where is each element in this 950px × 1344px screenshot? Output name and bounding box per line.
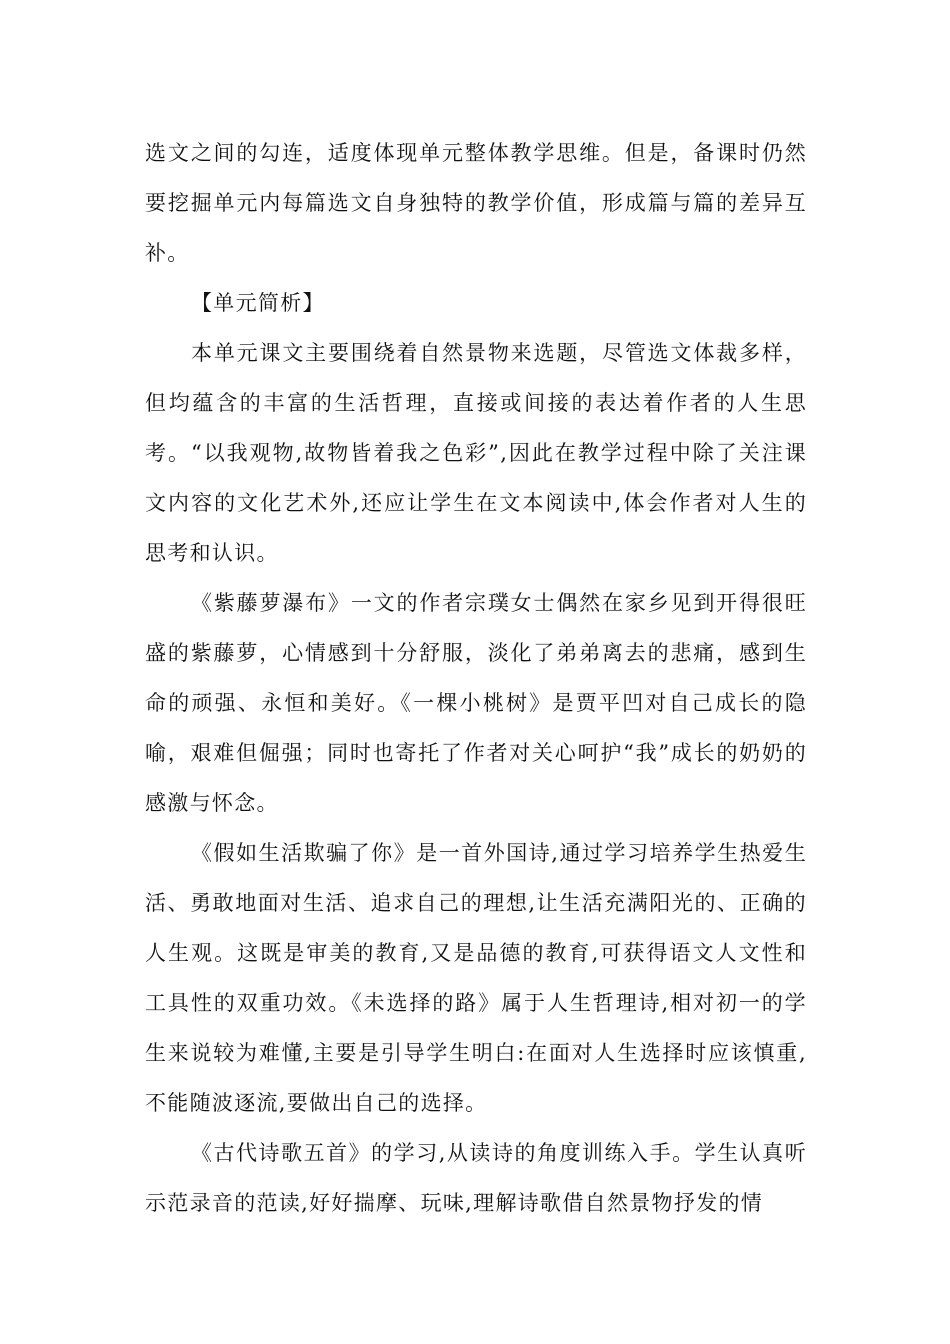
paragraph-continuation: 选文之间的勾连，适度体现单元整体教学思维。但是，备课时仍然要挖掘单元内每篇选文自身独特的教学价值，形成篇与篇的差异互补。	[145, 141, 807, 265]
paragraph-ancient-poems: 《古代诗歌五首》的学习,从读诗的角度训练入手。学生认真听示范录音的范读,好好揣摩、玩味,理解诗歌借自然景物抒发的情	[145, 1141, 807, 1215]
paragraph-unit-overview: 本单元课文主要围绕着自然景物来选题，尽管选文体裁多样，但均蕴含的丰富的生活哲理，直接或间接的表达着作者的人生思考。“以我观物,故物皆着我之色彩”,因此在教学过程中除了关注课文内容的文化艺术外,还应让学生在文本阅读中,体会作者对人生的思考和认识。	[145, 341, 807, 565]
paragraph-poems: 《假如生活欺骗了你》是一首外国诗,通过学习培养学生热爱生活、勇敢地面对生活、追求自己的理想,让生活充满阳光的、正确的人生观。这既是审美的教育,又是品德的教育,可获得语文人文性和工具性的双重功效。《未选择的路》属于人生哲理诗,相对初一的学生来说较为难懂,主要是引导学生明白:在面对人生选择时应该慎重,不能随波逐流,要做出自己的选择。	[145, 841, 807, 1115]
paragraph-wisteria: 《紫藤萝瀑布》一文的作者宗璞女士偶然在家乡见到开得很旺盛的紫藤萝，心情感到十分舒服，淡化了弟弟离去的悲痛，感到生命的顽强、永恒和美好。《一棵小桃树》是贾平凹对自己成长的隐喻，艰难但倔强；同时也寄托了作者对关心呵护“我”成长的奶奶的感激与怀念。	[145, 591, 807, 815]
document-body	[145, 128, 807, 1228]
section-heading: 【单元简析】	[191, 291, 325, 315]
